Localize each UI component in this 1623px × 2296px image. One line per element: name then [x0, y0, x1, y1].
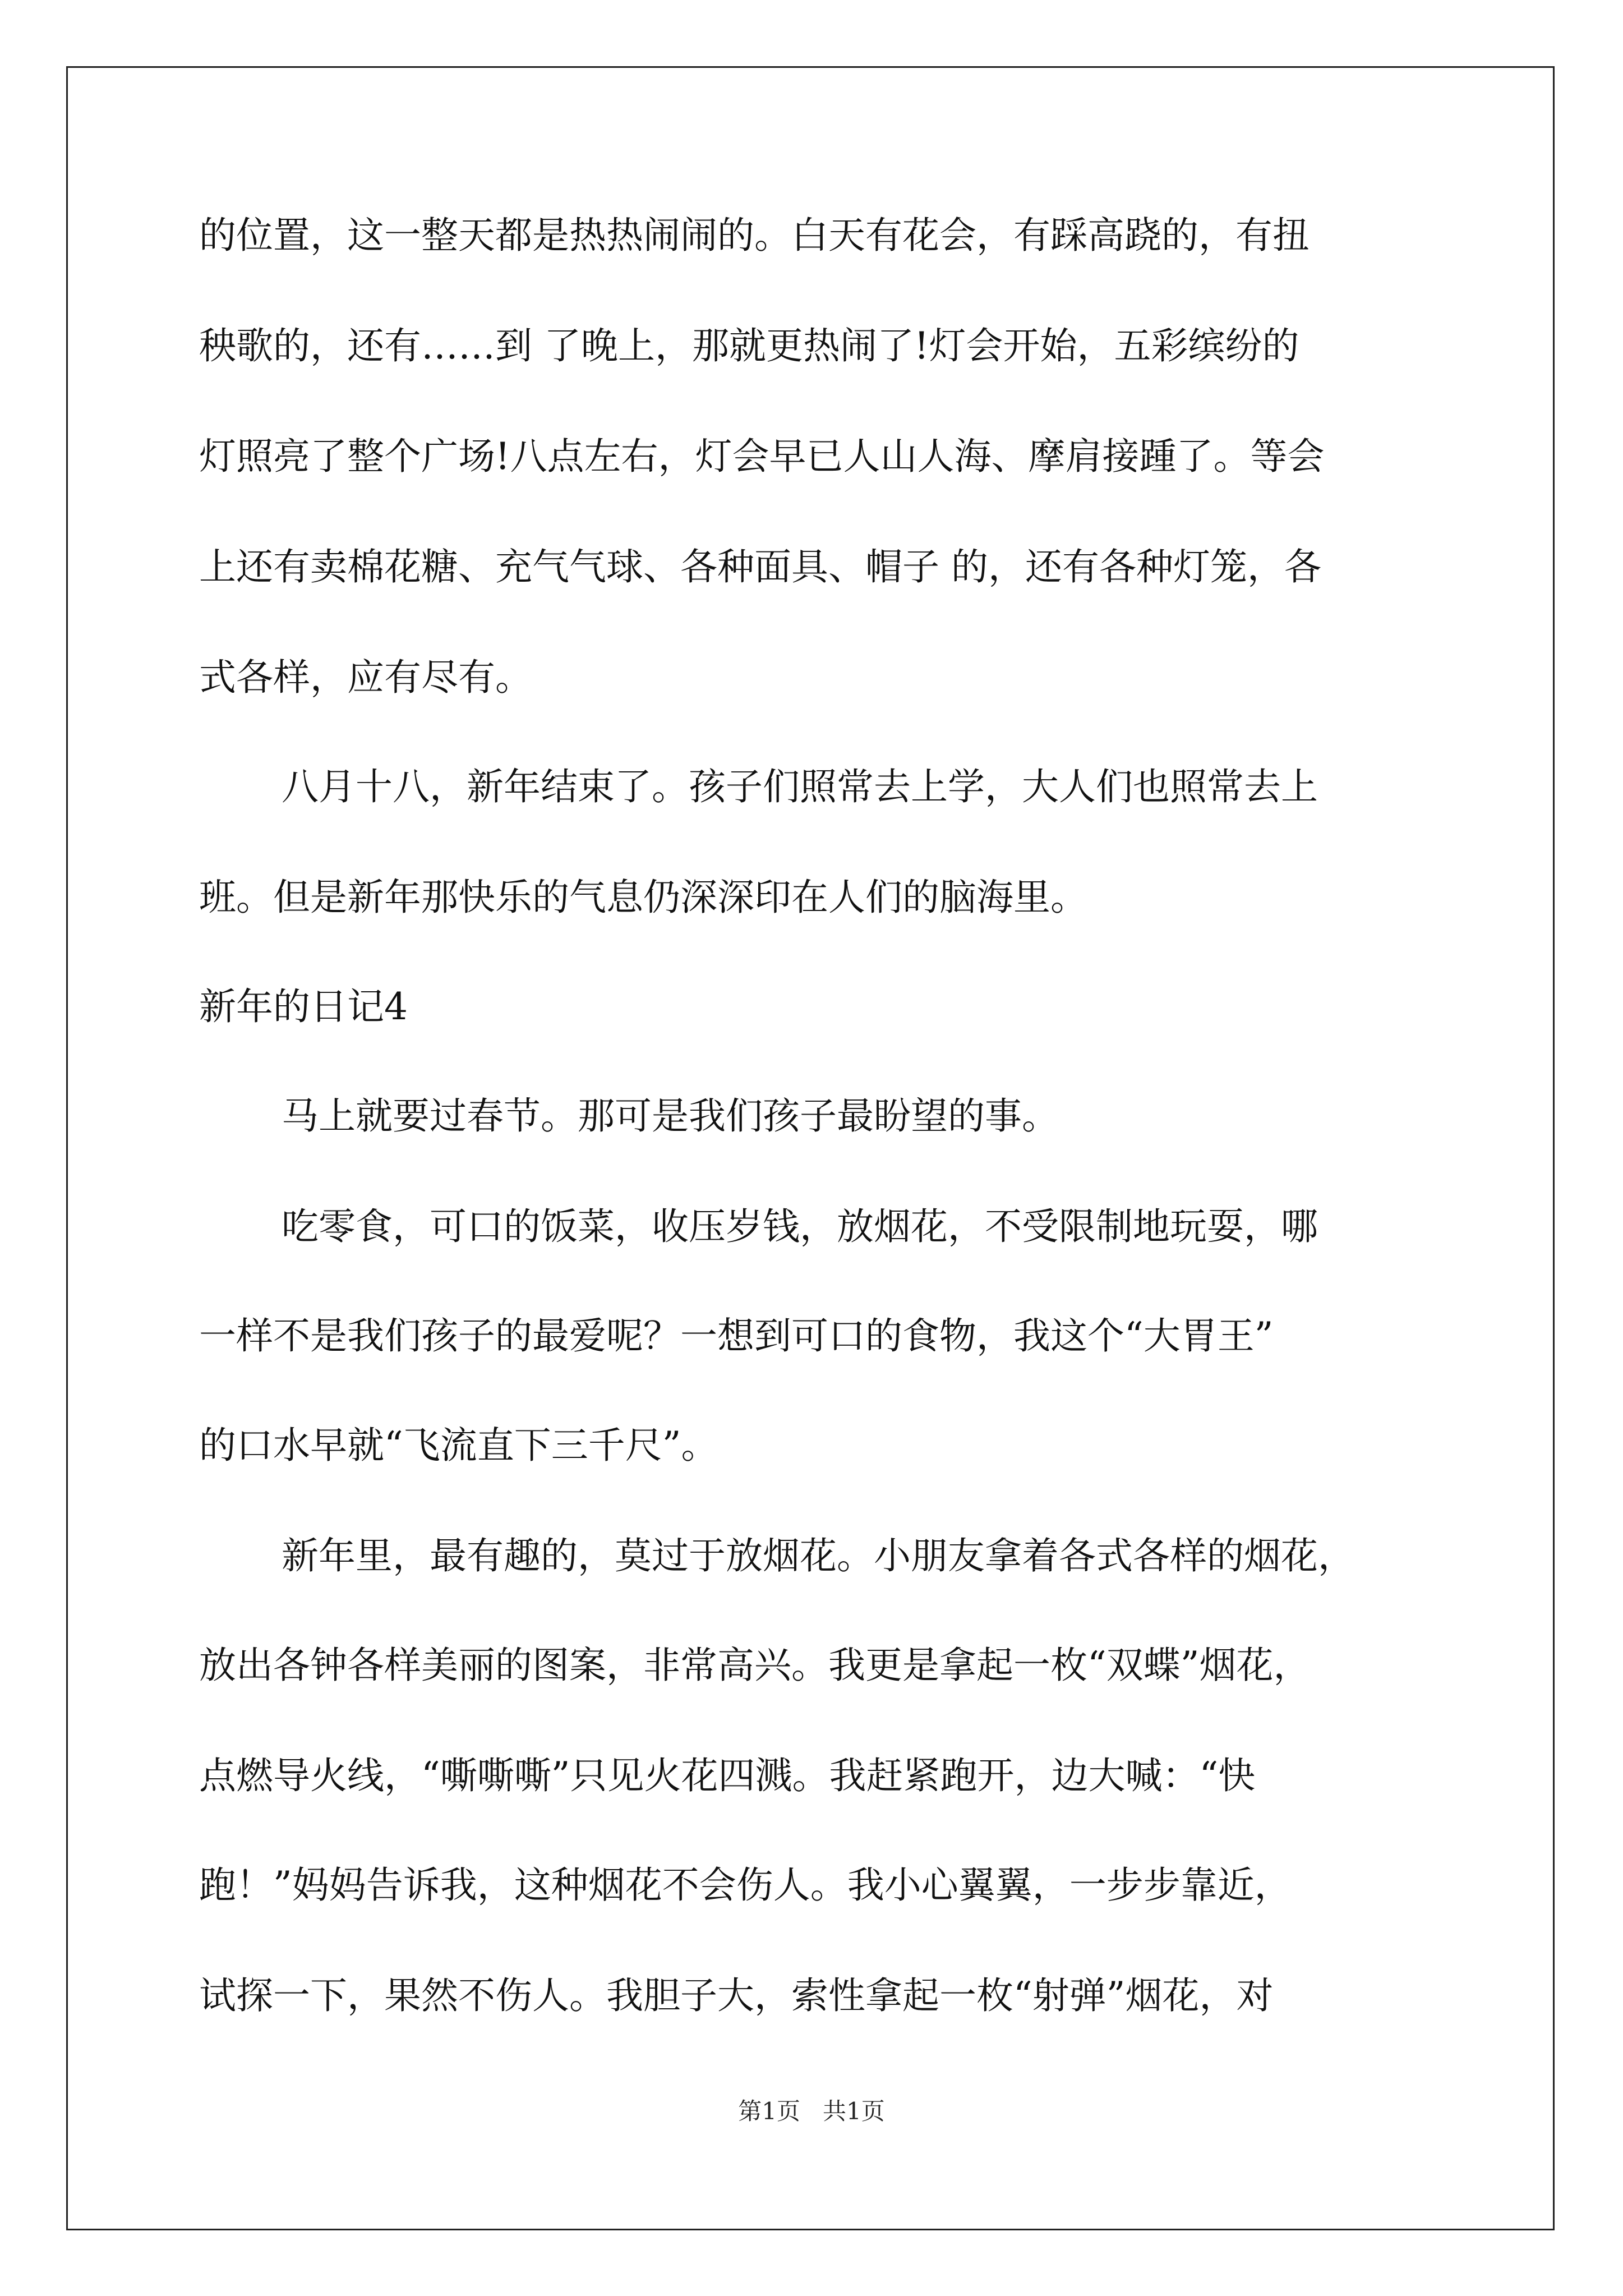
text-line: 灯照亮了整个广场!八点左右，灯会早已人山人海、摩肩接踵了。等会 — [199, 435, 1325, 478]
section-heading: 新年的日记4 — [199, 985, 408, 1028]
text-line: 上还有卖棉花糖、充气气球、各种面具、帽子 的，还有各种灯笼，各 — [199, 545, 1321, 588]
paragraph-first-line: 吃零食，可口的饭菜，收压岁钱，放烟花，不受限制地玩耍，哪 — [282, 1205, 1318, 1248]
text-line: 式各样，应有尽有。 — [199, 656, 532, 699]
text-line: 放出各钟各样美丽的图案，非常高兴。我更是拿起一枚“双蝶”烟花， — [199, 1644, 1311, 1687]
paragraph-first-line: 马上就要过春节。那可是我们孩子最盼望的事。 — [282, 1094, 1059, 1138]
text-line: 的位置，这一整天都是热热闹闹的。白天有花会，有踩高跷的，有扭 — [199, 214, 1310, 257]
text-line: 秧歌的，还有……到 了晚上，那就更热闹了!灯会开始，五彩缤纷的 — [199, 324, 1299, 367]
text-line: 班。但是新年那快乐的气息仍深深印在人们的脑海里。 — [199, 876, 1087, 919]
text-line: 的口水早就“飞流直下三千尺”。 — [199, 1424, 718, 1467]
text-line: 跑！”妈妈告诉我，这种烟花不会伤人。我小心翼翼，一步步靠近， — [199, 1864, 1292, 1907]
text-line: 试探一下，果然不伤人。我胆子大，索性拿起一枚“射弹”烟花，对 — [199, 1974, 1274, 2017]
text-line: 一样不是我们孩子的最爱呢？一想到可口的食物，我这个“大胃王” — [199, 1314, 1274, 1358]
text-line: 点燃导火线，“嘶嘶嘶”只见火花四溅。我赶紧跑开，边大喊：“快 — [199, 1754, 1256, 1797]
paragraph-first-line: 新年里，最有趣的，莫过于放烟花。小朋友拿着各式各样的烟花， — [282, 1534, 1355, 1577]
paragraph-first-line: 八月十八，新年结束了。孩子们照常去上学，大人们也照常去上 — [282, 765, 1318, 808]
page-number-footer: 第1页 共1页 — [738, 2097, 885, 2125]
